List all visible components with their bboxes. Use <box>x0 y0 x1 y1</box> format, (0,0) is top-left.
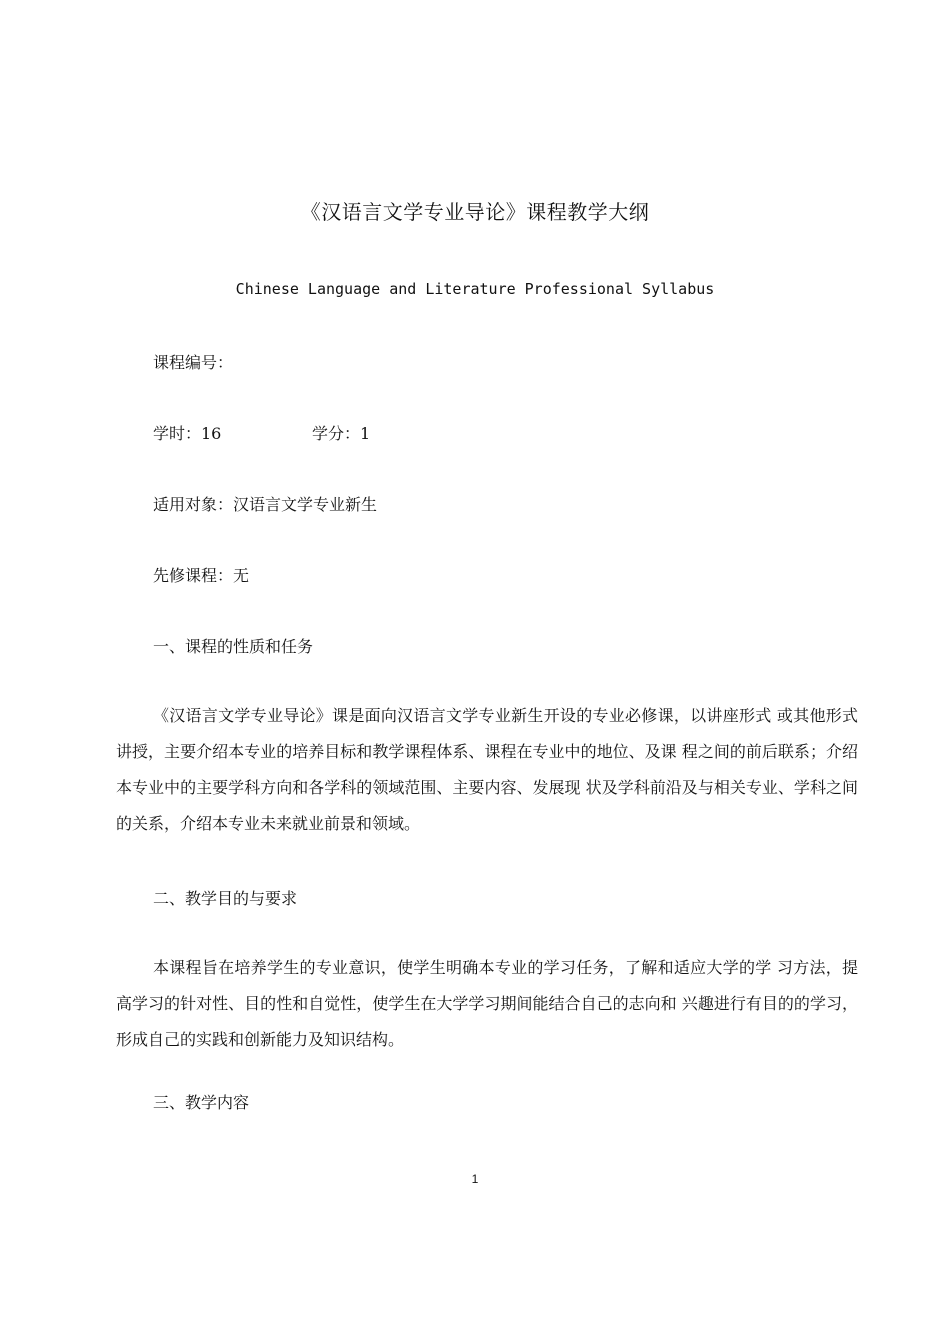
section2-heading: 二、教学目的与要求 <box>153 889 298 908</box>
section3-heading: 三、教学内容 <box>153 1093 250 1112</box>
document-title: 《汉语言文学专业导论》课程教学大纲 <box>300 200 650 224</box>
section1-heading: 一、课程的性质和任务 <box>153 637 314 656</box>
course-code-line: 课程编号： <box>153 353 234 372</box>
document-subtitle: Chinese Language and Literature Professional Syllabus <box>235 280 715 298</box>
prerequisite-line: 先修课程：无 <box>153 566 250 585</box>
audience-line: 适用对象：汉语言文学专业新生 <box>153 495 378 514</box>
credits-line: 学分：1 <box>312 424 371 443</box>
page-number: 1 <box>471 1172 479 1186</box>
section1-body: 《汉语言文学专业导论》课是面向汉语言文学专业新生开设的专业必修课，以讲座形式 或其他形式讲授，主要介绍本专业的培养目标和教学课程体系、课程在专业中的地位、及课 程之间的前后联系；介绍本专业中的主要学科方向和各学科的领域范围、主要内容、发展现 状及学科前沿及与相关专业、学科之间的关系，介绍本专业未来就业前景和领域。 <box>116 706 858 833</box>
hours-line: 学时：16 <box>153 424 222 443</box>
section2-body: 本课程旨在培养学生的专业意识，使学生明确本专业的学习任务，了解和适应大学的学 习方法，提高学习的针对性、目的性和自觉性，使学生在大学学习期间能结合自己的志向和 兴趣进行有目的的学习，形成自己的实践和创新能力及知识结构。 <box>116 958 858 1049</box>
